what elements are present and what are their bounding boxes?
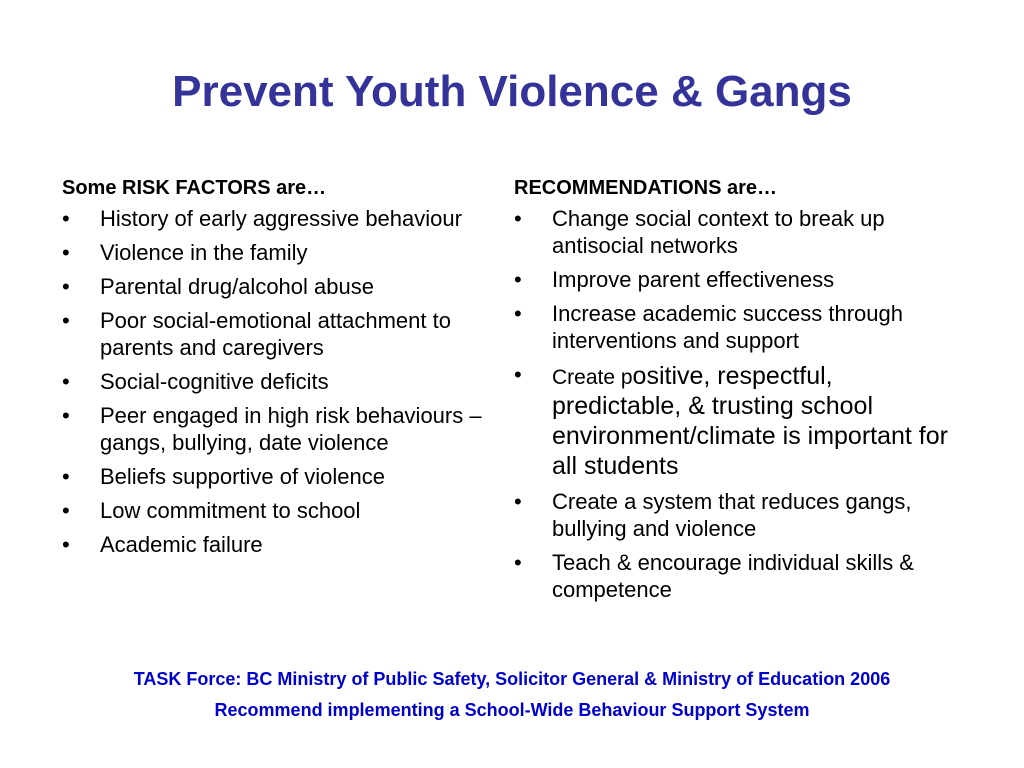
risk-factors-column [62,176,482,565]
list-item [514,300,954,354]
risk-factor-text: Academic failure [100,532,263,557]
list-item [514,266,954,293]
recommendation-text: Teach & encourage individual skills & competence [552,550,914,602]
slide-title: Prevent Youth Violence & Gangs [172,67,852,116]
bullet-icon: • [514,550,522,575]
risk-factors-list [62,205,482,558]
list-item [62,368,482,395]
risk-factors-heading: Some RISK FACTORS are… [62,177,327,199]
list-item [514,549,954,603]
recommendations-list [514,205,954,603]
recommendation-text: Improve parent effectiveness [552,267,835,292]
bullet-icon: • [62,308,70,333]
bullet-icon: • [62,403,70,428]
bullet-icon: • [62,369,70,394]
bullet-icon: • [514,267,522,292]
recommendation-text-prefix: Create p [552,366,633,389]
recommendations-heading: RECOMMENDATIONS are… [514,177,777,199]
recommendation-text: Change social context to break up antisocial networks [552,206,885,258]
risk-factor-text: Social-cognitive deficits [100,369,329,394]
recommendation-text-emphasis: ositive, respectful, predictable, & trusting school environment/climate is important for all students [552,362,948,480]
risk-factor-text: Beliefs supportive of violence [100,464,385,489]
list-item [62,497,482,524]
list-item [62,531,482,558]
risk-factor-text: Violence in the family [100,240,308,265]
bullet-icon: • [514,301,522,326]
bullet-icon: • [62,240,70,265]
risk-factor-text: History of early aggressive behaviour [100,206,462,231]
list-item [514,488,954,542]
bullet-icon: • [62,464,70,489]
list-item [62,307,482,361]
bullet-icon: • [514,489,522,514]
list-item [62,205,482,232]
list-item [62,273,482,300]
bullet-icon: • [62,274,70,299]
list-item [62,402,482,456]
bullet-icon: • [62,498,70,523]
recommendation-text: Create a system that reduces gangs, bullying and violence [552,489,912,541]
bullet-icon: • [62,206,70,231]
risk-factor-text: Peer engaged in high risk behaviours – gangs, bullying, date violence [100,403,482,455]
list-item [62,463,482,490]
risk-factor-text: Low commitment to school [100,498,361,523]
list-item [514,361,954,481]
bullet-icon: • [62,532,70,557]
bullet-icon: • [514,206,522,231]
footer-task-force: TASK Force: BC Ministry of Public Safety, Solicitor General & Ministry of Education 2006 [133,669,891,689]
footer-recommendation: Recommend implementing a School-Wide Behaviour Support System [214,700,810,720]
list-item [62,239,482,266]
list-item [514,205,954,259]
risk-factor-text: Parental drug/alcohol abuse [100,274,374,299]
recommendations-column [514,176,954,610]
risk-factor-text: Poor social-emotional attachment to parents and caregivers [100,308,451,360]
bullet-icon: • [514,362,522,387]
recommendation-text: Increase academic success through interventions and support [552,301,903,353]
